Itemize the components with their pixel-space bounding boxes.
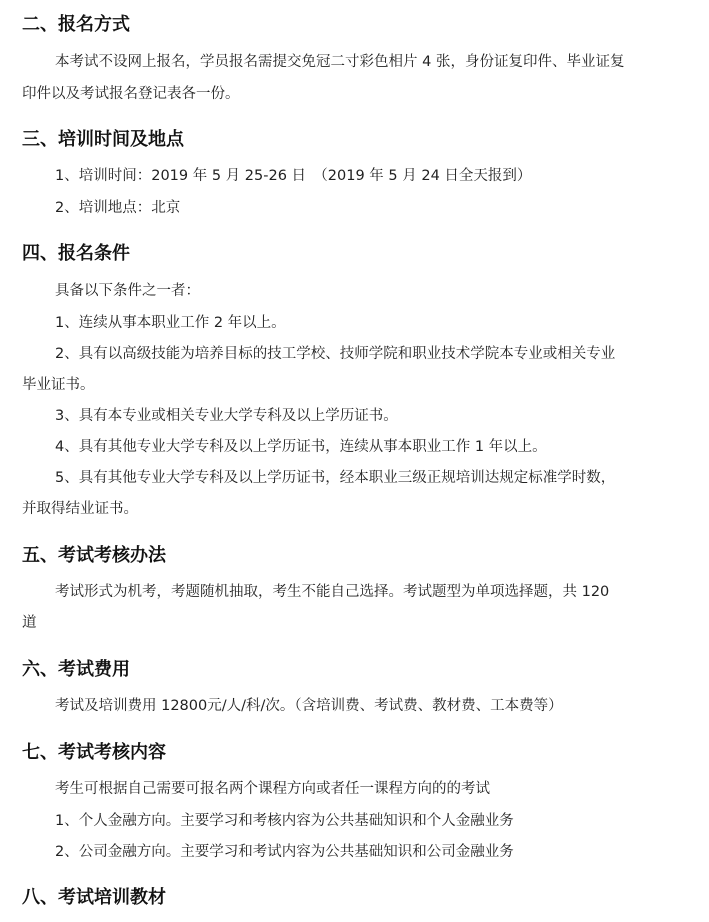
section-heading-exam-training-materials: 八、考试培训教材 [22,887,166,908]
section-heading-registration-method: 二、报名方式 [22,14,130,35]
list-item: 3、具有本专业或相关专业大学专科及以上学历证书。 [55,408,398,424]
section-heading-exam-content: 七、考试考核内容 [22,742,166,763]
paragraph-line: 道 [22,615,37,631]
list-item: 5、具有其他专业大学专科及以上学历证书，经本职业三级正规培训达规定标准学时数， [55,470,616,486]
section-heading-registration-conditions: 四、报名条件 [22,243,130,264]
list-item: 2、具有以高级技能为培养目标的技工学校、技师学院和职业技术学院本专业或相关专业 [55,346,616,362]
paragraph-line: 本考试不设网上报名，学员报名需提交免冠二寸彩色相片 4 张，身份证复印件、毕业证复 [55,54,625,70]
paragraph-line: 考试形式为机考，考题随机抽取，考生不能自己选择。考试题型为单项选择题，共 120 [55,584,610,600]
list-item: 2、公司金融方向。主要学习和考试内容为公共基础知识和公司金融业务 [55,844,514,860]
list-item: 4、具有其他专业大学专科及以上学历证书，连续从事本职业工作 1 年以上。 [55,439,547,455]
section-heading-exam-fees: 六、考试费用 [22,659,130,680]
paragraph-line: 考生可根据自己需要可报名两个课程方向或者任一课程方向的的考试 [55,781,490,797]
paragraph-line: 印件以及考试报名登记表各一份。 [22,86,240,102]
list-item: 2、培训地点：北京 [55,200,181,216]
paragraph-line: 考试及培训费用 12800元/人/科/次。（含培训费、考试费、教材费、工本费等） [55,698,563,714]
list-item-continuation: 毕业证书。 [22,377,95,393]
list-item-continuation: 并取得结业证书。 [22,501,138,517]
section-heading-training-time-location: 三、培训时间及地点 [22,129,184,150]
list-item: 1、个人金融方向。主要学习和考核内容为公共基础知识和个人金融业务 [55,813,514,829]
section-heading-exam-method: 五、考试考核办法 [22,545,166,566]
list-item: 1、培训时间：2019 年 5 月 25-26 日 （2019 年 5 月 24 日全天报到） [55,168,532,184]
paragraph-line: 具备以下条件之一者： [55,283,200,299]
list-item: 1、连续从事本职业工作 2 年以上。 [55,315,286,331]
